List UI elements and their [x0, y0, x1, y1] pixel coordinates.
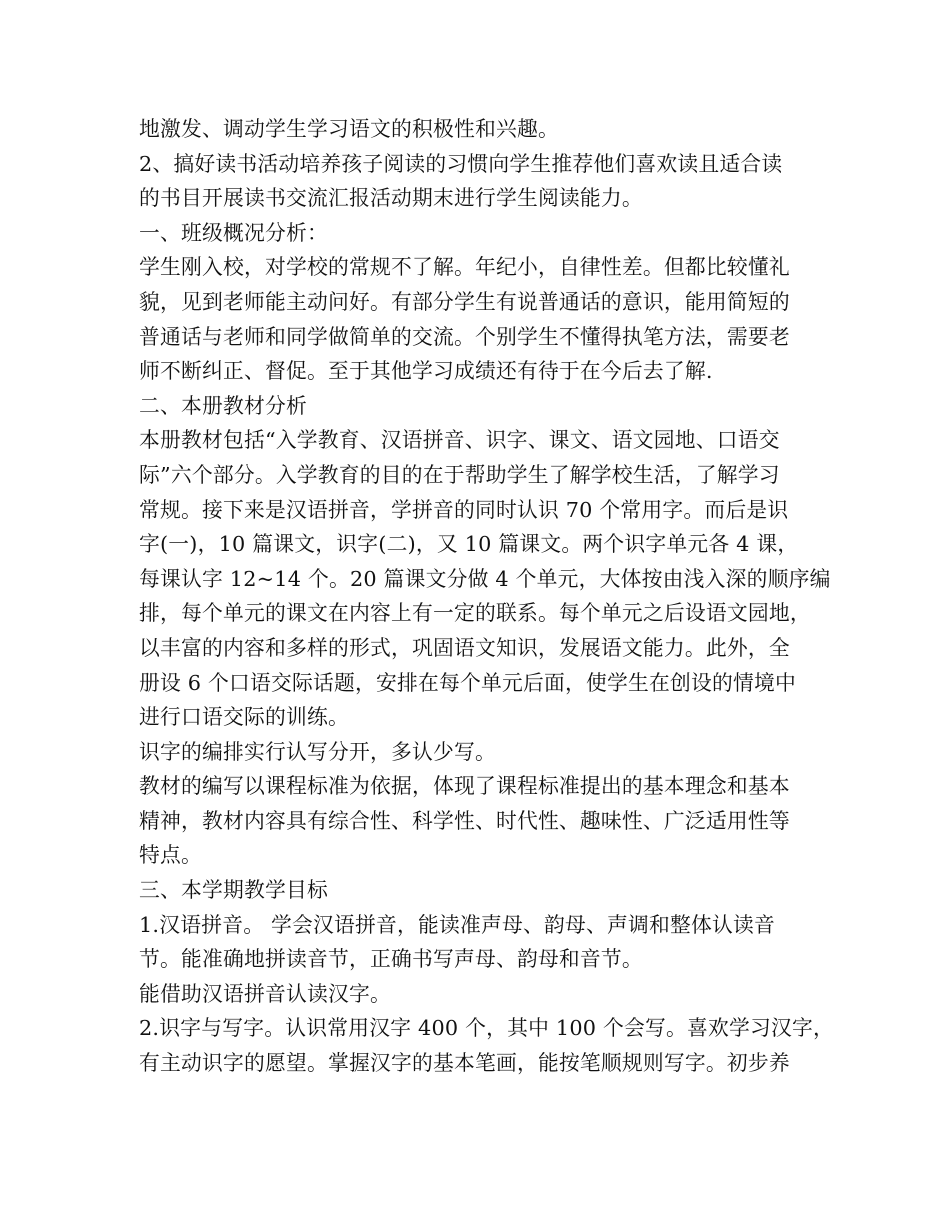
text-line: 的书目开展读书交流汇报活动期末进行学生阅读能力。	[139, 186, 643, 211]
text-line: 册设 6 个口语交际话题，安排在每个单元后面，使学生在创设的情境中	[139, 670, 796, 695]
text-line: 精神，教材内容具有综合性、科学性、时代性、趣味性、广泛适用性等	[139, 808, 790, 833]
text-line: 师不断纠正、督促。至于其他学习成绩还有待于在今后去了解.	[139, 359, 713, 384]
text-line: 特点。	[139, 843, 202, 868]
text-line: 2、搞好读书活动培养孩子阅读的习惯向学生推荐他们喜欢读且适合读	[139, 151, 783, 176]
text-line: 字(一)，10 篇课文，识字(二)，又 10 篇课文。两个识字单元各 4 课，	[139, 532, 799, 557]
text-line: 本册教材包括“入学教育、汉语拼音、识字、课文、语文园地、口语交	[139, 428, 780, 453]
text-line: 有主动识字的愿望。掌握汉字的基本笔画，能按笔顺规则写字。初步养	[139, 1051, 790, 1076]
text-line: 进行口语交际的训练。	[139, 705, 349, 730]
section-heading: 二、本册教材分析	[139, 393, 307, 418]
text-line: 节。能准确地拼读音节，正确书写声母、韵母和音节。	[139, 947, 643, 972]
text-line: 学生刚入校，对学校的常规不了解。年纪小，自律性差。但都比较懂礼	[139, 255, 790, 280]
text-line: 1.汉语拼音。 学会汉语拼音，能读准声母、韵母、声调和整体认读音	[139, 912, 775, 937]
text-line: 每课认字 12~14 个。20 篇课文分做 4 个单元，大体按由浅入深的顺序编	[139, 566, 831, 591]
text-line: 识字的编排实行认写分开，多认少写。	[139, 739, 496, 764]
section-heading: 一、班级概况分析：	[139, 220, 328, 245]
text-line: 地激发、调动学生学习语文的积极性和兴趣。	[139, 117, 559, 141]
text-line: 排，每个单元的课文在内容上有一定的联系。每个单元之后设语文园地，	[139, 601, 811, 626]
text-line: 以丰富的内容和多样的形式，巩固语文知识，发展语文能力。此外，全	[139, 635, 790, 660]
text-line: 普通话与老师和同学做简单的交流。个别学生不懂得执笔方法，需要老	[139, 324, 790, 349]
section-heading: 三、本学期教学目标	[139, 878, 328, 903]
text-line: 2.识字与写字。认识常用汉字 400 个，其中 100 个会写。喜欢学习汉字，	[139, 1016, 834, 1041]
document-body	[139, 112, 834, 1081]
text-line: 常规。接下来是汉语拼音，学拼音的同时认识 70 个常用字。而后是识	[139, 497, 789, 522]
text-line: 貌，见到老师能主动问好。有部分学生有说普通话的意识，能用简短的	[139, 289, 790, 314]
text-line: 教材的编写以课程标准为依据，体现了课程标准提出的基本理念和基本	[139, 774, 790, 799]
text-line: 际”六个部分。入学教育的目的在于帮助学生了解学校生活，了解学习	[139, 462, 780, 487]
text-line: 能借助汉语拼音认读汉字。	[139, 981, 391, 1006]
